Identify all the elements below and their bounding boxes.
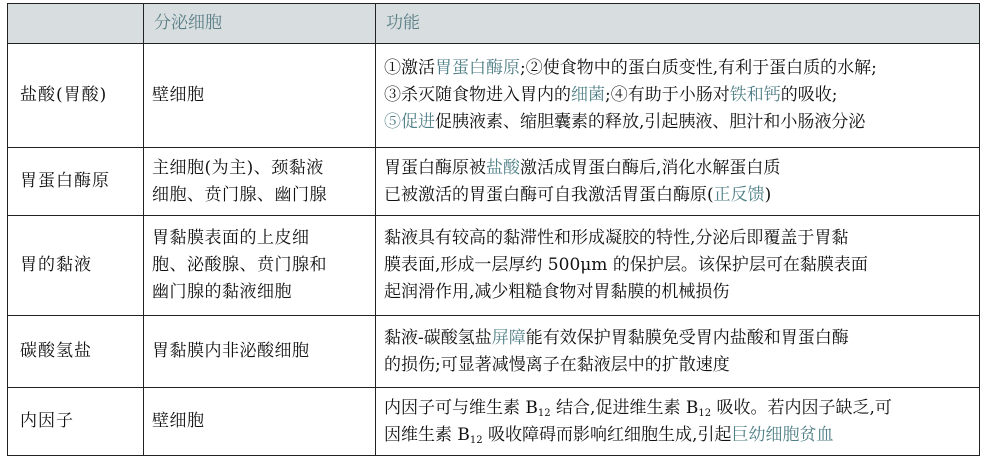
function-line <box>384 422 971 449</box>
header-col-function: 功能 <box>376 4 980 44</box>
function-cell <box>376 148 980 216</box>
table-row <box>8 316 980 388</box>
header-row <box>8 4 980 44</box>
header-col-secreting-cell: 分泌细胞 <box>144 4 376 44</box>
cell-line: 细胞、贲门腺、幽门腺 <box>152 184 327 205</box>
function-text: 促胰液素、缩胆囊素的释放,引起胰液、胆汁和小肠液分泌 <box>435 112 866 132</box>
function-text: 吸收障碍而影响红细胞生成,引起 <box>482 424 732 445</box>
function-text: ) <box>764 184 772 205</box>
function-line: 膜表面,形成一层厚约 500μm 的保护层。该保护层可在黏膜表面 <box>384 255 868 275</box>
function-line <box>384 182 971 209</box>
function-text: 能有效保护胃黏膜免受胃内盐酸和胃蛋白酶 <box>525 327 849 348</box>
subscript: 12 <box>537 407 551 419</box>
function-cell <box>376 388 980 456</box>
cell-line: 主细胞(为主)、颈黏液 <box>152 157 324 178</box>
cell-line: 壁细胞 <box>152 85 205 105</box>
function-line <box>384 109 971 136</box>
secreting-cell <box>144 148 376 216</box>
table-row <box>8 44 980 148</box>
function-text: 吸收。若内因子缺乏,可 <box>711 397 892 418</box>
function-highlight: 正反馈 <box>713 184 765 205</box>
header-col-substance <box>8 4 144 44</box>
cell-line: 胞、泌酸腺、贲门腺和 <box>152 255 327 275</box>
function-text: 胃蛋白酶原被 <box>384 157 486 178</box>
table-row <box>8 216 980 316</box>
function-text: ;④有助于小肠对 <box>605 85 730 105</box>
function-highlight: 胃蛋白酶原 <box>435 58 520 78</box>
function-cell <box>376 316 980 388</box>
function-line: 黏液具有较高的黏滞性和形成凝胶的特性,分泌后即覆盖于胃黏 <box>384 228 849 248</box>
function-text: 已被激活的胃蛋白酶可自我激活胃蛋白酶原( <box>384 184 714 205</box>
function-line: 起润滑作用,减少粗糙食物对胃黏膜的机械损伤 <box>384 282 730 302</box>
function-highlight: 细菌 <box>571 85 605 105</box>
function-text: 内因子可与维生素 B <box>384 397 538 418</box>
function-text: ;②使食物中的蛋白质变性,有利于蛋白质的水解; <box>520 58 877 78</box>
function-highlight: 屏障 <box>491 327 526 348</box>
function-text: 因维生素 B <box>384 424 470 445</box>
function-highlight: ⑤促进 <box>384 112 435 132</box>
secreting-cell <box>144 388 376 456</box>
function-line <box>384 82 971 109</box>
gastric-secretion-table <box>7 3 980 456</box>
function-text: 黏液-碳酸氢盐 <box>384 327 492 348</box>
function-text: 结合,促进维生素 B <box>550 397 699 418</box>
function-line <box>384 155 971 182</box>
function-text: 激活成胃蛋白酶后,消化水解蛋白质 <box>520 157 781 178</box>
function-text: 的吸收; <box>780 85 838 105</box>
subscript: 12 <box>698 407 712 419</box>
cell-line: 胃黏膜内非泌酸细胞 <box>152 341 310 361</box>
function-highlight: 巨幼细胞贫血 <box>731 424 834 445</box>
function-line <box>384 55 971 82</box>
function-text: ①激活 <box>384 58 435 78</box>
function-line: 的损伤;可显著减慢离子在黏液层中的扩散速度 <box>384 354 730 375</box>
function-highlight: 盐酸 <box>486 157 520 178</box>
substance-name: 碳酸氢盐 <box>8 316 144 388</box>
substance-name: 盐酸(胃酸) <box>8 44 144 148</box>
function-highlight: 铁和钙 <box>729 85 781 105</box>
function-text: ③杀灭随食物进入胃内的 <box>384 85 571 105</box>
secreting-cell <box>144 316 376 388</box>
substance-name: 胃蛋白酶原 <box>8 148 144 216</box>
function-cell <box>376 44 980 148</box>
secreting-cell <box>144 44 376 148</box>
cell-line: 幽门腺的黏液细胞 <box>152 282 292 302</box>
function-line <box>384 395 971 422</box>
function-line <box>384 325 971 352</box>
function-cell <box>376 216 980 316</box>
cell-line: 胃黏膜表面的上皮细 <box>152 228 310 248</box>
table-row <box>8 148 980 216</box>
table-row <box>8 388 980 456</box>
substance-name: 胃的黏液 <box>8 216 144 316</box>
cell-line: 壁细胞 <box>152 411 205 431</box>
secreting-cell <box>144 216 376 316</box>
substance-name: 内因子 <box>8 388 144 456</box>
subscript: 12 <box>469 434 483 446</box>
